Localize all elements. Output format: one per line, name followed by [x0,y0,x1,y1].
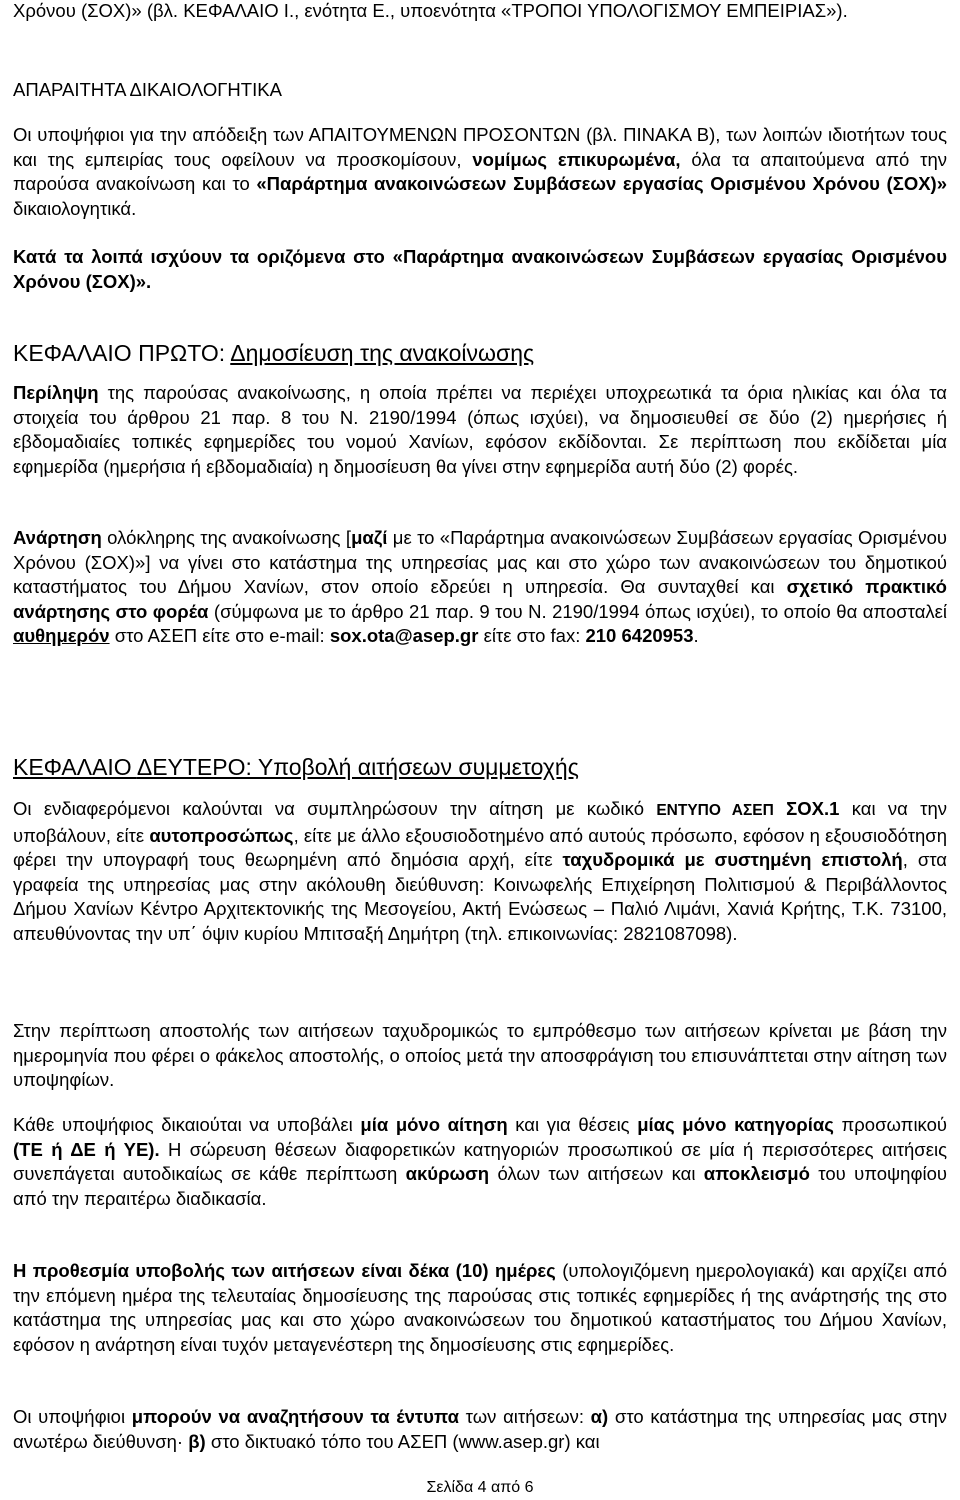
fax-number: 210 6420953 [585,625,694,647]
required-docs-paragraph: Οι υποψήφιοι για την απόδειξη των ΑΠΑΙΤΟΥΜΕΝΩΝ ΠΡΟΣΟΝΤΩΝ (βλ. ΠΙΝΑΚΑ Β), των λοιπών ιδιοτήτων τους και της εμπειρίας τους οφείλουν να προσκομίσουν, νομίμως επικυρωμένα, όλα τα απαιτούμενα από την παρούσα ανακοίνωση και το «Παράρτημα ανακοινώσεων Συμβάσεων εργασίας Ορισμένου Χρόνου (ΣΟΧ)» δικαιολογητικά. [13,124,947,219]
application-paragraph: Οι ενδιαφερόμενοι καλούνται να συμπληρώσουν την αίτηση με κωδικό ΕΝΤΥΠΟ ΑΣΕΠ ΣΟΧ.1 και να την υποβάλουν, είτε αυτοπροσώπως, είτε με άλλο εξουσιοδοτημένο από αυτούς πρόσωπο, εφόσον η εξουσιοδότηση φέρει την υπογραφή τους θεωρημένη από δημόσια αρχή, είτε ταχυδρομικά με συστημένη επιστολή, στα γραφεία της υπηρεσίας μας στην ακόλουθη διεύθυνση: Κοινωφελής Επιχείρηση Πολιτισμού & Περιβάλλοντος Δήμου Χανίων Κέντρο Αρχιτεκτονικής της Μεσογείου, Ακτή Ενώσεως – Παλιό Λιμάνι, Χανιά Κρήτης, Τ.Κ. 73100, απευθύνοντας την υπ΄ όψιν κυρίου Μπιτσαξή Δημήτρη (τηλ. επικοινωνίας: 2821087098). [13,798,948,944]
single-application-paragraph: Κάθε υποψήφιος δικαιούται να υποβάλει μία μόνο αίτηση και για θέσεις μίας μόνο κατηγορίας προσωπικού (ΤΕ ή ΔΕ ή ΥΕ). Η σώρευση θέσεων διαφορετικών κατηγοριών προσωπικού σε μία ή περισσότερες αιτήσεις συνεπάγεται αυτοδικαίως σε κάθε περίπτωση ακύρωση όλων των αιτήσεων και αποκλεισμό του υποψηφίου από την περαιτέρω διαδικασία. [13,1114,947,1209]
intro-text: Χρόνου (ΣΟΧ)» (βλ. ΚΕΦΑΛΑΙΟ Ι., ενότητα Ε., υποενότητα «ΤΡΟΠΟΙ ΥΠΟΛΟΓΙΣΜΟΥ ΕΜΠΕΙΡΙΑΣ»). [13,0,848,21]
deadline-paragraph: Η προθεσμία υποβολής των αιτήσεων είναι δέκα (10) ημέρες (υπολογιζόμενη ημερολογιακά) και αρχίζει από την επόμενη ημέρα της τελευταίας δημοσίευσης της παρούσας στις τοπικές εφημερίδες ή της ανάρτησής της στο κατάστημα της υπηρεσίας μας και στο χώρο ανακοινώσεων του δημοτικού καταστήματος του Δήμου Χανίων, εφόσον η ανάρτηση είναι τυχόν μεταγενέστερη της δημοσίευσης στις εφημερίδες. [13,1260,948,1355]
email-address: sox.ota@asep.gr [329,625,479,647]
intro-paragraph [13,0,947,24]
postal-paragraph: Στην περίπτωση αποστολής των αιτήσεων ταχυδρομικώς το εμπρόθεσμο των αιτήσεων κρίνεται με βάση την ημερομηνία που φέρει ο φάκελος αποστολής, ο οποίος μετά την αποσφράγιση του επισυνάπτεται στην αίτηση των υποψηφίων. [13,1020,947,1091]
page-number: Σελίδα 4 από 6 [426,1479,534,1496]
chapter-one-title: ΚΕΦΑΛΑΙΟ ΠΡΩΤΟ: Δημοσίευση της ανακοίνωσης [13,340,535,366]
posting-paragraph: Ανάρτηση ολόκληρης της ανακοίνωσης [μαζί με το «Παράρτημα ανακοινώσεων Συμβάσεων εργασίας Ορισμένου Χρόνου (ΣΟΧ)»] να γίνει στο κατάστημα της υπηρεσίας μας και στο χώρο των ανακοινώσεων του δημοτικού καταστήματος του Δήμου Χανίων, στον οποίο εδρεύει η υπηρεσία. Θα συνταχθεί και σχετικό πρακτικό ανάρτησης στο φορέα (σύμφωνα με το άρθρο 21 παρ. 9 του Ν. 2190/1994 όπως ισχύει), το οποίο θα αποσταλεί αυθημερόν στο ΑΣΕΠ είτε στο e-mail: sox.ota@asep.gr είτε στο fax: 210 6420953. [13,527,947,647]
forms-paragraph: Οι υποψήφιοι μπορούν να αναζητήσουν τα έντυπα των αιτήσεων: α) στο κατάστημα της υπηρεσίας μας στην ανωτέρω διεύθυνση· β) στο δικτυακό τόπο του ΑΣΕΠ (www.asep.gr) και [13,1406,947,1452]
required-docs-title: ΑΠΑΡΑΙΤΗΤΑ ΔΙΚΑΙΟΛΟΓΗΤΙΚΑ [13,79,282,100]
remaining-rules-paragraph: Κατά τα λοιπά ισχύουν τα οριζόμενα στο «Παράρτημα ανακοινώσεων Συμβάσεων εργασίας Ορισμένου Χρόνου (ΣΟΧ)». [13,246,947,292]
chapter-two-title: ΚΕΦΑΛΑΙΟ ΔΕΥΤΕΡΟ: Υποβολή αιτήσεων συμμετοχής [13,754,579,780]
summary-paragraph: Περίληψη της παρούσας ανακοίνωσης, η οποία πρέπει να περιέχει υποχρεωτικά τα όρια ηλικίας και όλα τα στοιχεία του άρθρου 21 παρ. 8 του Ν. 2190/1994 (όπως ισχύει), να δημοσιευθεί σε δύο (2) ημερήσιες ή εβδομαδιαίες τοπικές εφημερίδες του νομού Χανίων, εφόσον εκδίδονται. Σε περίπτωση που εκδίδεται μία εφημερίδα (ημερήσια ή εβδομαδιαία) η δημοσίευση θα γίνει στην εφημερίδα αυτή δύο (2) φορές. [13,382,947,477]
